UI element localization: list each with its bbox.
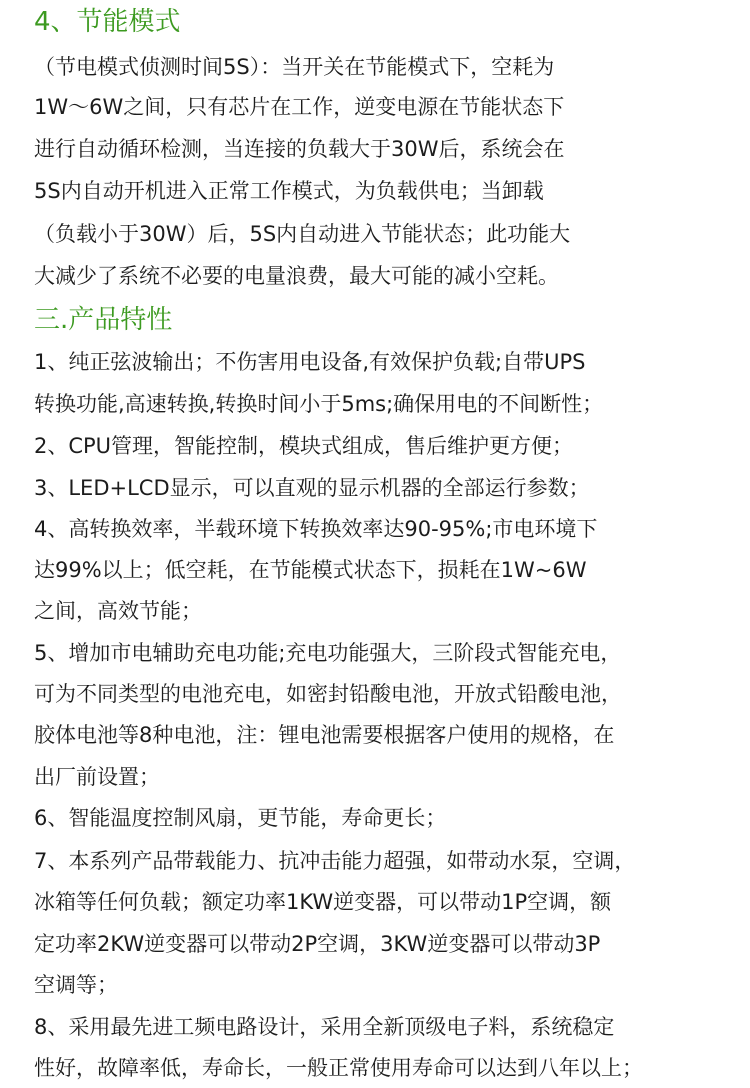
feature-line: 3、LED+LCD显示，可以直观的显示机器的全部运行参数； xyxy=(34,476,590,500)
feature-line: 7、本系列产品带载能力、抗冲击能力超强，如带动水泵，空调， xyxy=(34,849,636,873)
feature-line: 转换功能,高速转换,转换时间小于5ms;确保用电的不间断性； xyxy=(34,392,604,416)
section-heading-product-features: 三.产品特性 xyxy=(34,305,173,335)
feature-line: 5、增加市电辅助充电功能;充电功能强大，三阶段式智能充电， xyxy=(34,641,622,665)
feature-line: 定功率2KW逆变器可以带动2P空调，3KW逆变器可以带动3P xyxy=(34,932,601,956)
feature-line: 1、纯正弦波输出；不伤害用电设备,有效保护负载;自带UPS xyxy=(34,350,586,374)
feature-line: 8、采用最先进工频电路设计，采用全新顶级电子料，系统稳定 xyxy=(34,1015,615,1039)
feature-line: 可为不同类型的电池充电，如密封铅酸电池，开放式铅酸电池， xyxy=(34,682,622,706)
feature-line: 4、高转换效率，半载环境下转换效率达90-95%;市电环境下 xyxy=(34,517,598,541)
feature-line: 之间，高效节能； xyxy=(34,599,202,623)
feature-line: 出厂前设置； xyxy=(34,765,160,789)
text-line: 进行自动循环检测，当连接的负载大于30W后，系统会在 xyxy=(34,137,565,161)
feature-line: 6、智能温度控制风扇，更节能，寿命更长； xyxy=(34,806,447,830)
text-line: （负载小于30W）后，5S内自动进入节能状态；此功能大 xyxy=(34,222,571,246)
text-line: 大减少了系统不必要的电量浪费，最大可能的减小空耗。 xyxy=(34,264,559,288)
section-heading-energy-saving: 4、节能模式 xyxy=(34,7,181,37)
text-line: 5S内自动开机进入正常工作模式，为负载供电；当卸载 xyxy=(34,179,544,203)
feature-line: 达99%以上；低空耗，在节能模式状态下，损耗在1W~6W xyxy=(34,558,587,582)
feature-line: 性好，故障率低，寿命长，一般正常使用寿命可以达到八年以上； xyxy=(34,1056,643,1080)
feature-line: 胶体电池等8种电池，注：锂电池需要根据客户使用的规格，在 xyxy=(34,723,615,747)
feature-line: 2、CPU管理，智能控制，模块式组成，售后维护更方便； xyxy=(34,434,574,458)
text-line: 1W～6W之间，只有芯片在工作，逆变电源在节能状态下 xyxy=(34,95,565,119)
text-line: （节电模式侦测时间5S）：当开关在节能模式下，空耗为 xyxy=(34,55,555,79)
feature-line: 冰箱等任何负载；额定功率1KW逆变器，可以带动1P空调，额 xyxy=(34,890,612,914)
feature-line: 空调等； xyxy=(34,973,118,997)
